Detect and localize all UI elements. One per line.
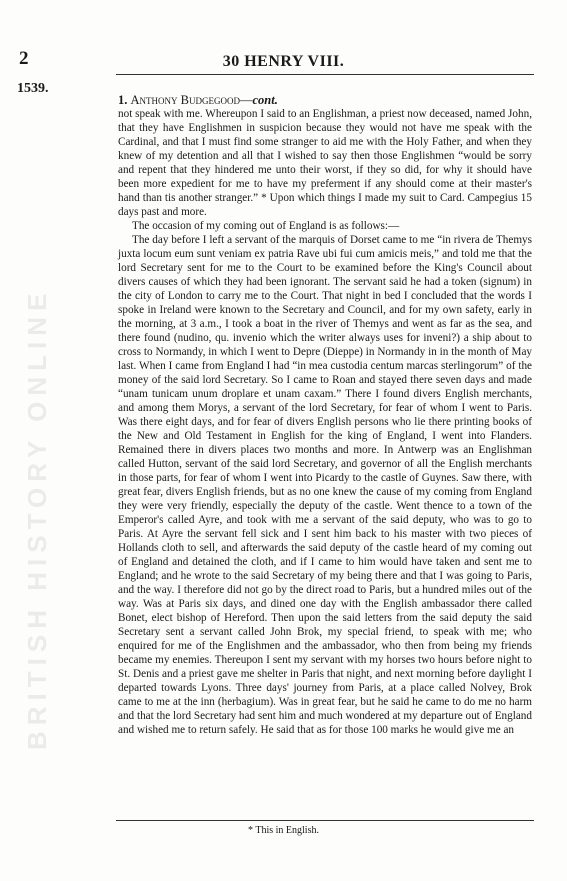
watermark: BRITISH HISTORY ONLINE <box>22 287 52 750</box>
paragraph: The occasion of my coming out of England is as follows:— <box>132 220 400 232</box>
entry-number: 1. <box>118 93 128 107</box>
entry-cont: cont. <box>252 93 278 107</box>
running-head: 30 HENRY VIII. <box>222 53 345 70</box>
page-number: 2 <box>19 48 29 69</box>
entry-heading <box>118 93 278 108</box>
entry-dash: — <box>239 93 253 107</box>
margin-year: 1539. <box>17 81 49 96</box>
paragraph: not speak with me. Whereupon I said to an Englishman, a priest now deceased, named John, that they have Englishmen in suspicion because they would not have me speak with the Cardinal, and that I must find some stranger to aid me with the Holy Father, and when they knew of my detention and all that I wished to say then those Englishmen “would be sorry and repent that they hindered me unto their worst, if they so did, for why it should have been more expedient for me to have my preferment if any should come at their master's hand than tis another stranger.” * Upon which things I made my suit to Card. Campegius 15 days past and more. <box>118 108 532 218</box>
entry-name: Anthony Budgegood <box>130 93 240 107</box>
footnote-rule <box>116 820 534 821</box>
paragraph: The day before I left a servant of the marquis of Dorset came to me “in rivera de Themys juxta locum eum sunt veniam ex patria Rave ubi fui cum amicis meis,” and told me that the lord Secretary sent for me to the Court to be examined before the King's Council about divers causes of which they had been ignorant. The servant said he had a token (signum) in the city of London to carry me to the Court. That night in bed I concluded that the words I spoke in Ireland were known to the Secretary and Council, and for my own safety, early in the morning, at 3 a.m., I took a boat in the river of Themys and went as far as the sea, and there found (nudino, qu. invenio which the writer always uses for inveni?) a ship about to cross to Normandy, in which I went to Depre (Dieppe) in Normandy in in the month of May last. When I came from England I had “in mea custodia centum marcas sterlingorum” of the money of the said lord Secretary. So I came to Roan and stayed there seven days and made “unam tunicam unum droplare et unam caxam.” There I found divers English merchants, and among them Morys, a servant of the lord Secretary, for fear of whom I went to Paris. Was there eight days, and for fear of divers English persons who lie there printing books of the New and Old Testament in English for the king of England, I went into Flanders. Remained there in divers places two months and more. In Antwerp was an Englishman called Hutton, servant of the said lord Secretary, and governor of all the English merchants in those parts, for fear of whom I went into Picardy to the castle of Guynes. Saw there, with great fear, divers English friends, but as no one knew the cause of my coming from England they were very friendly, especially the deputy of the castle. Went thence to a town of the Emperor's called Ayre, and took with me a servant of the said deputy, who was to go to Paris. At Ayre the servant fell sick and I sent him back to his master with two pieces of Hollands cloth to sell, and afterwards the said deputy of the castle heard of my coming out of England and detained the cloth, and if I came to him would have taken and sent me to England; and he wrote to the said Secretary of my being there and that I was going to Paris, and the way. I therefore did not go by the direct road to Paris, but a hundred miles out of the way. Was at Paris six days, and dined one day with the English ambassador there called Bonet, elect bishop of Hereford. Then upon the said letters from the said deputy the said Secretary sent a servant called John Brok, my special friend, to speak with me; who enquired for me of the Englishmen and the ambassador, who then from being my friends became my enemies. Thereupon I sent my servant with my horses two hours before night to St. Denis and a priest gave me shelter in Paris that night, and next morning before daylight I departed towards Lyons. Three days' journey from Paris, at a place called Nolvey, Brok came to me at the inn (herbagium). Was in great fear, but he said he came to do me no harm and that the lord Secretary had sent him and much wondered at my departure out of England and wished me to return safely. He said that as for those 100 marks he would give me an <box>118 234 532 736</box>
footnote: * This in English. <box>248 825 319 836</box>
body-text <box>118 107 532 737</box>
header-rule <box>116 74 534 75</box>
